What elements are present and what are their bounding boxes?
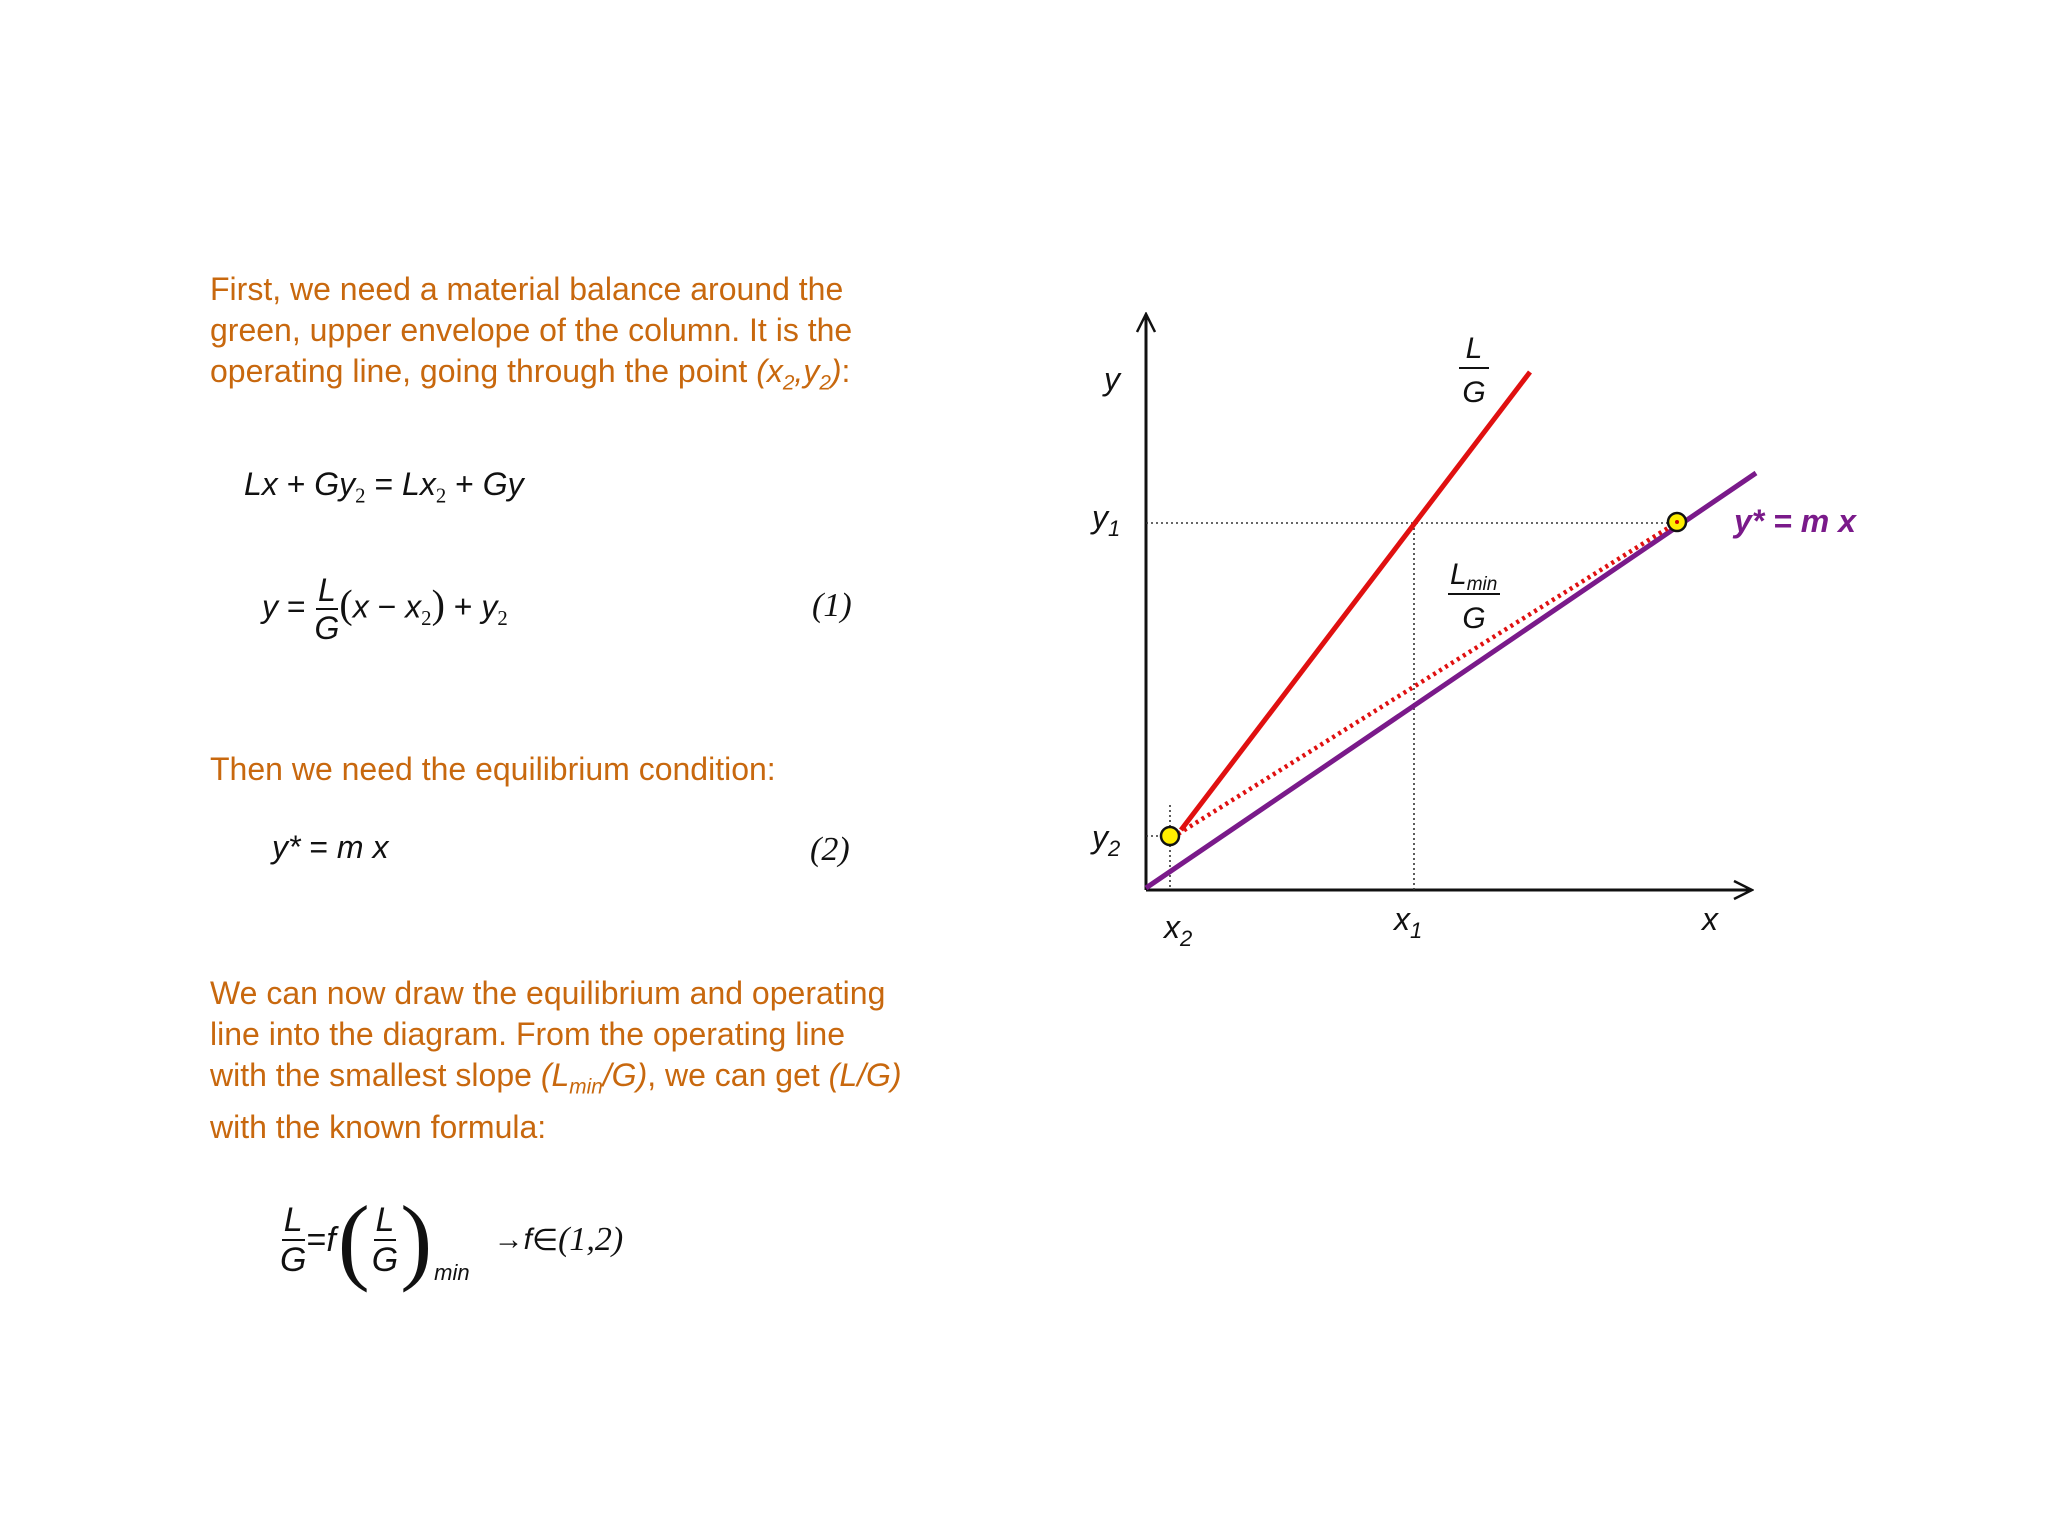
lmin-denominator: G	[1462, 602, 1486, 635]
operating-line-equation: y = $\frac{L}{G}$ $(x - x_2) + y_2$	[262, 572, 508, 646]
point-x: $(x_2,y_2)$	[756, 353, 842, 395]
min-operating-line	[1178, 523, 1676, 834]
x1-label: $x_1$	[1394, 901, 1423, 943]
x2-label: $x_2$	[1164, 909, 1193, 951]
ratio-formula: $\frac{L}{G}$ = f ( $\frac{L}{G}$ ) min → f ∈ (1,2)	[280, 1186, 624, 1293]
conclusion-line-4: with the known formula:	[210, 1109, 547, 1146]
lg-denominator: G	[1462, 376, 1486, 409]
lmin-numerator: $L_{min}$	[1450, 558, 1498, 595]
fraction-l-over-g: $\frac{L}{G}$	[314, 572, 340, 646]
y1-label: $y_1$	[1092, 499, 1121, 541]
intro-line-3-text: operating line, going through the point	[210, 353, 757, 389]
intro-line-1: First, we need a material balance around the	[210, 271, 844, 307]
equilibrium-line-label: y* = m x	[1734, 503, 1856, 539]
y2-label: $y_2$	[1092, 819, 1121, 861]
pinch-point-center	[1675, 520, 1679, 524]
equation-number-2: (2)	[810, 831, 850, 868]
operating-line	[1181, 372, 1530, 830]
conclusion-line-2: line into the diagram. From the operating line	[210, 1016, 846, 1052]
conclusion-line-1: We can now draw the equilibrium and operating	[210, 975, 886, 1011]
point-x2-y2	[1161, 827, 1179, 845]
equation-number-1: (1)	[812, 587, 852, 624]
equilibrium-paragraph: Then we need the equilibrium condition:	[210, 751, 776, 787]
balance-equation: $Lx + Gy_2 = Lx_2 + Gy$	[244, 466, 524, 508]
conclusion-line-3: with the smallest slope $(L_{min}/G)$, we can get (L/G)	[210, 1057, 902, 1099]
intro-colon: :	[841, 353, 851, 389]
y-axis-label: y	[1104, 361, 1120, 397]
x-axis-label: x	[1702, 901, 1718, 937]
equilibrium-line	[1146, 473, 1756, 888]
equilibrium-equation: y* = m x	[272, 829, 389, 865]
intro-line-2: green, upper envelope of the column. It is the	[210, 312, 853, 348]
lg-numerator: L	[1465, 332, 1483, 365]
